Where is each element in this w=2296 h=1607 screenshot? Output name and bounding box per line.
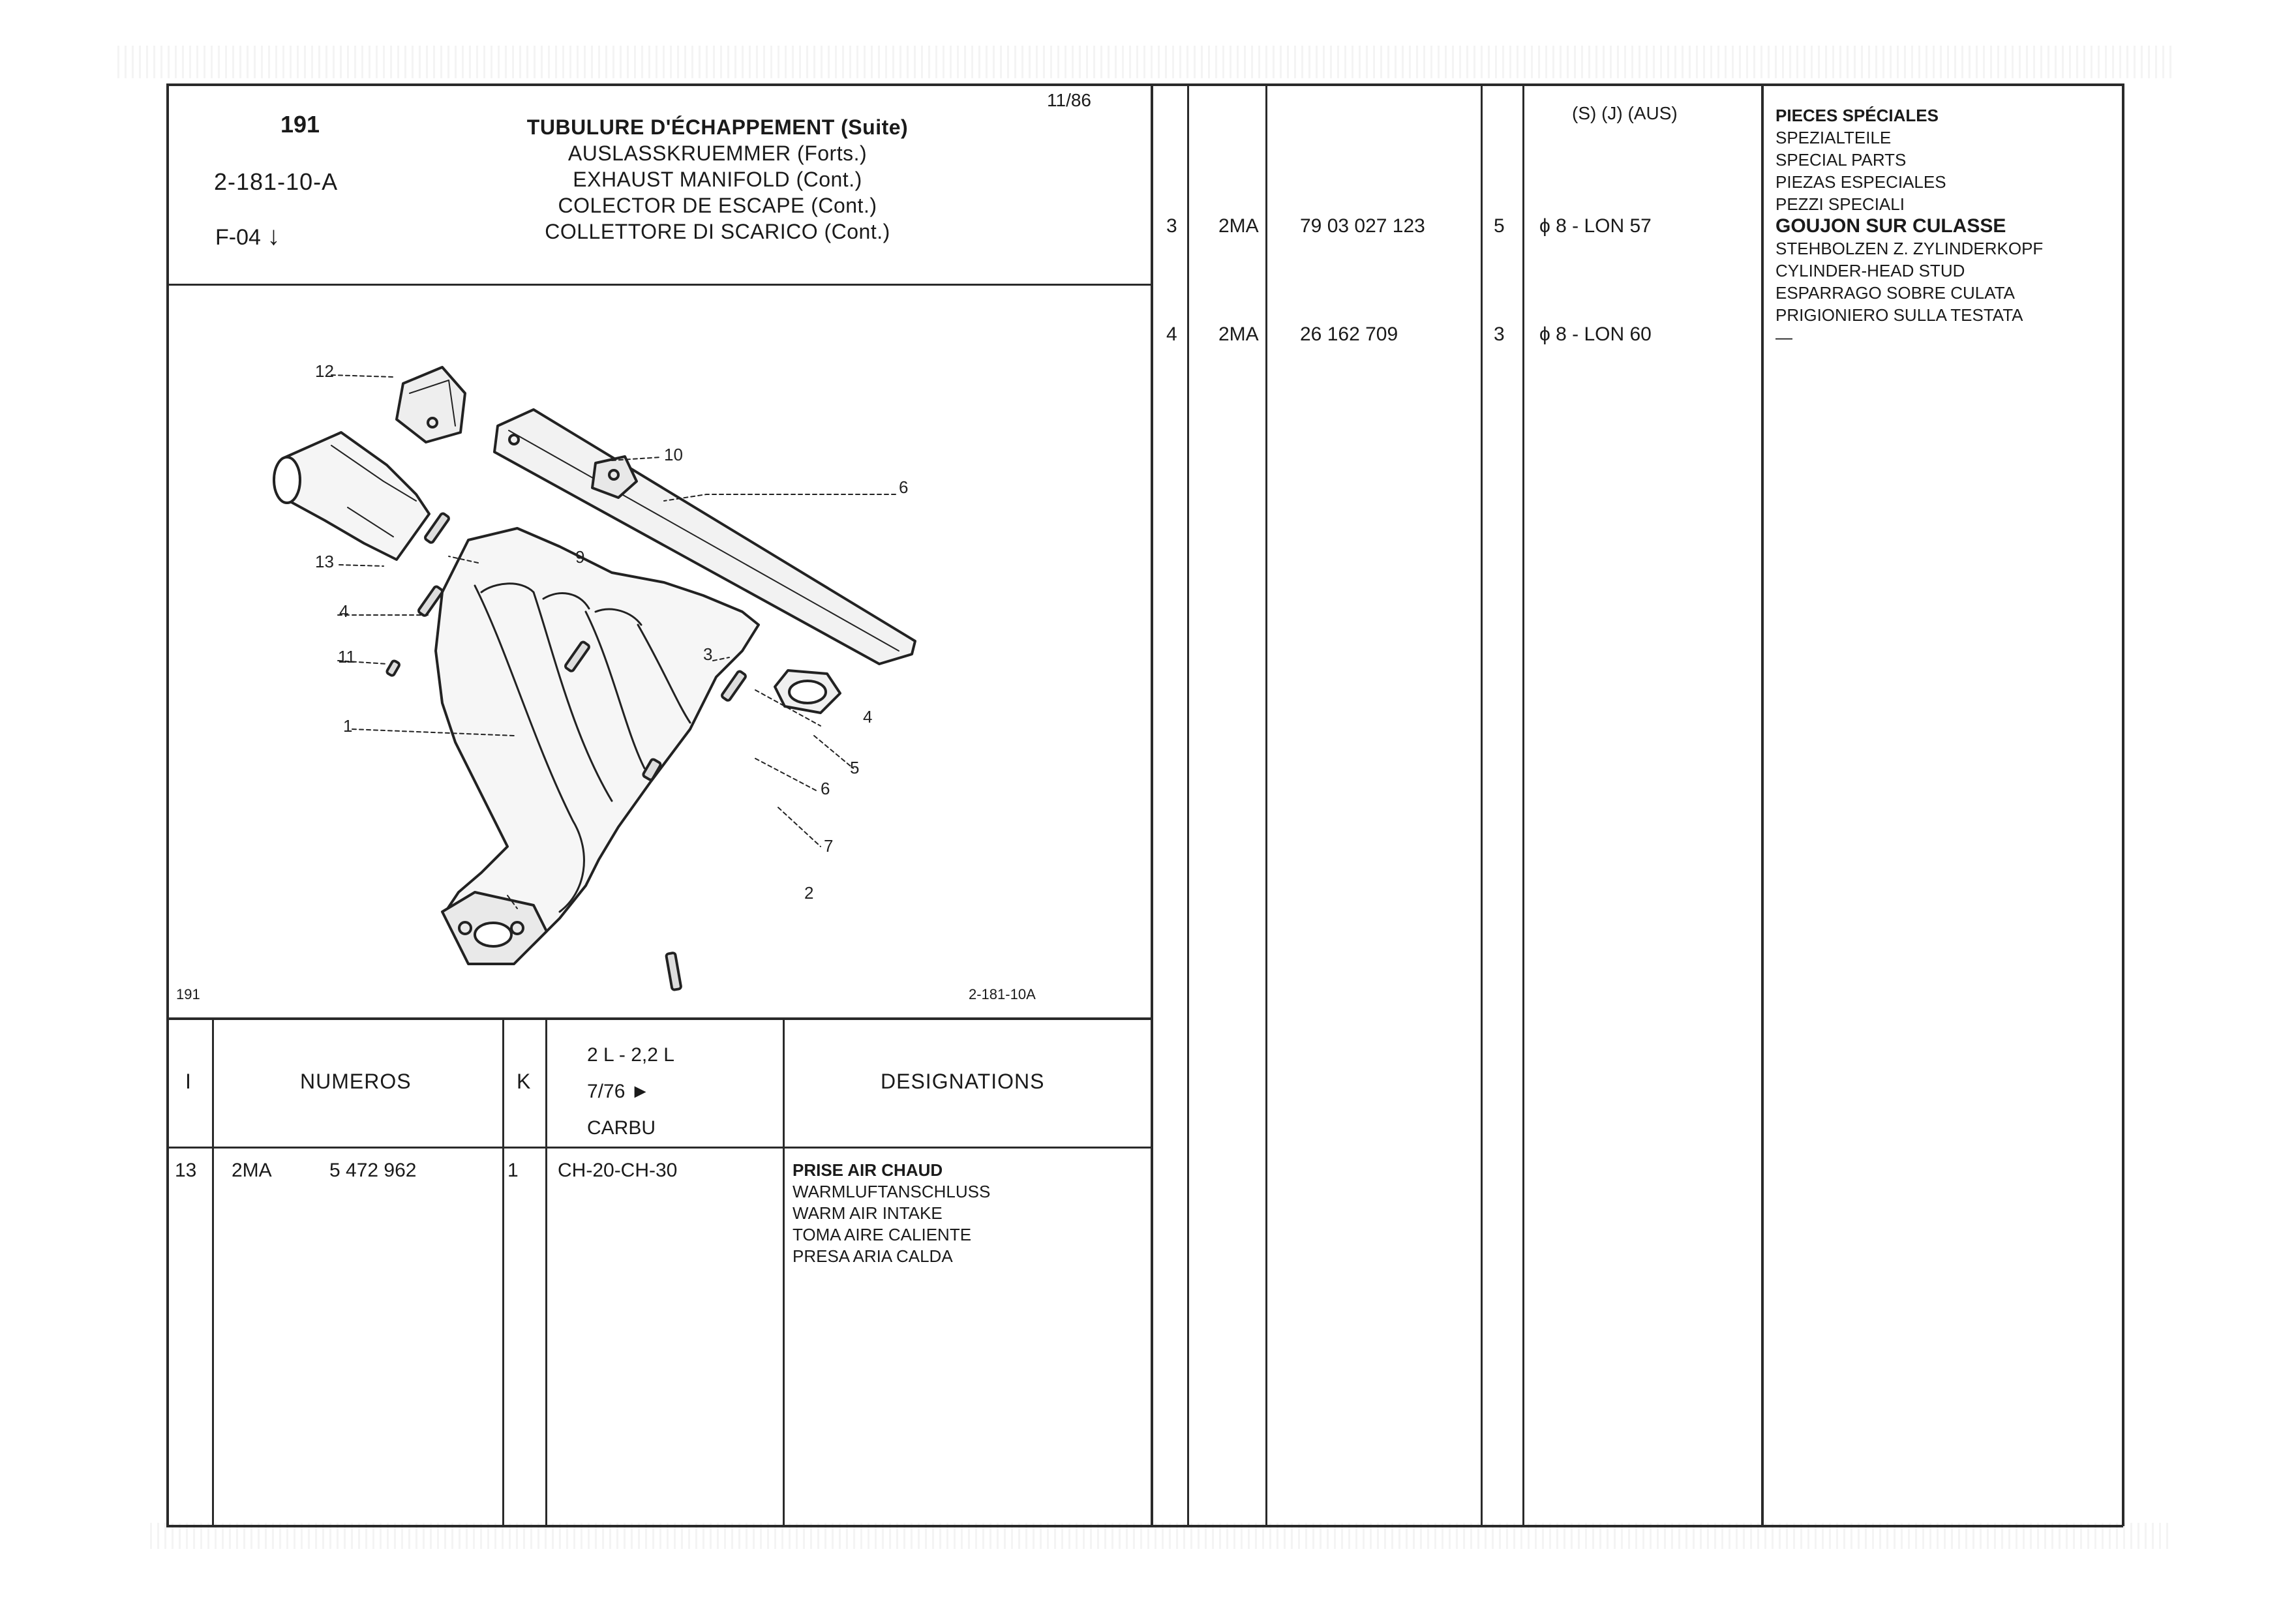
designation-it: PRESA ARIA CALDA: [793, 1246, 953, 1266]
diagram-reference: 2-181-10A: [969, 986, 1036, 1002]
row-part-number: 26 162 709: [1300, 323, 1398, 345]
sub-reference: [215, 222, 280, 251]
designation-es: TOMA AIRE CALIENTE: [793, 1225, 972, 1244]
designation-fr: PRISE AIR CHAUD: [793, 1160, 943, 1180]
scan-noise-top: [117, 46, 2172, 78]
row-spec: ϕ 8 - LON 60: [1539, 323, 1652, 345]
row-spec: ϕ 8 - LON 57: [1539, 215, 1652, 237]
issue-date: 11/86: [1047, 90, 1091, 110]
item-en: CYLINDER-HEAD STUD: [1775, 261, 1965, 280]
row-k: 3: [1494, 323, 1505, 345]
title-fr: TUBULURE D'ÉCHAPPEMENT (Suite): [526, 115, 909, 139]
col-header-model: [587, 1037, 674, 1147]
group-it: PEZZI SPECIALI: [1775, 194, 1905, 214]
callout-10: 10: [664, 445, 683, 464]
col-header-numbers: NUMEROS: [300, 1070, 412, 1093]
item-es: ESPARRAGO SOBRE CULATA: [1775, 283, 2015, 303]
callout-1: 1: [343, 716, 353, 736]
gasket-part: [775, 670, 840, 713]
col-header-k: K: [517, 1070, 531, 1093]
row-prefix: 2MA: [232, 1160, 272, 1181]
title-de: AUSLASSKRUEMMER (Forts.): [567, 142, 868, 165]
col-header-index: I: [185, 1070, 191, 1093]
callout-11: 11: [338, 647, 355, 667]
row-designation: [793, 1160, 990, 1267]
designation-block: [1775, 104, 2043, 348]
group-es: PIEZAS ESPECIALES: [1775, 172, 1946, 192]
item-de: STEHBOLZEN Z. ZYLINDERKOPF: [1775, 239, 2044, 258]
row-index: 4: [1166, 323, 1177, 345]
callout-6-upper: 6: [899, 477, 909, 497]
row-part-number: 79 03 027 123: [1300, 215, 1425, 237]
sub-reference-label: F-04: [215, 225, 261, 250]
col-header-designations: DESIGNATIONS: [881, 1070, 1045, 1093]
callout-9: 9: [575, 547, 585, 567]
group-fr: PIECES SPÉCIALES: [1775, 106, 1939, 125]
group-en: SPECIAL PARTS: [1775, 150, 1907, 170]
title-block: [470, 114, 965, 245]
callout-6-lower: 6: [821, 779, 830, 798]
model-header: (S) (J) (AUS): [1572, 103, 1678, 123]
end-mark: —: [1775, 327, 1792, 347]
callout-12: 12: [315, 361, 334, 381]
group-de: SPEZIALTEILE: [1775, 128, 1892, 147]
bracket-part: [397, 367, 465, 442]
designation-en: WARM AIR INTAKE: [793, 1203, 943, 1223]
page-number: 191: [280, 111, 320, 138]
callout-13: 13: [315, 552, 334, 571]
reference-code: 2-181-10-A: [214, 168, 339, 195]
row-k: 5: [1494, 215, 1505, 237]
item-it: PRIGIONIERO SULLA TESTATA: [1775, 305, 2023, 325]
row-model: CH-20-CH-30: [558, 1160, 678, 1181]
title-it: COLLETTORE DI SCARICO (Cont.): [545, 220, 890, 243]
designation-de: WARMLUFTANSCHLUSS: [793, 1182, 991, 1201]
row-index: 13: [175, 1160, 197, 1181]
callout-4-right: 4: [863, 707, 873, 727]
model-engine: 2 L - 2,2 L: [587, 1044, 674, 1066]
model-fuel: CARBU: [587, 1117, 656, 1139]
model-date: 7/76 ►: [587, 1081, 650, 1102]
callout-4-left: 4: [339, 601, 349, 621]
diagram-corner-label: 191: [176, 986, 200, 1002]
row-k: 1: [507, 1160, 519, 1181]
callout-3: 3: [703, 644, 713, 664]
manifold-body-part: [436, 528, 759, 964]
title-es: COLECTOR DE ESCAPE (Cont.): [558, 194, 877, 217]
item-fr: GOUJON SUR CULASSE: [1775, 215, 2006, 237]
title-en: EXHAUST MANIFOLD (Cont.): [573, 168, 862, 191]
warm-air-intake-part: [274, 432, 429, 560]
exhaust-manifold-diagram: [168, 286, 1150, 1016]
row-part-number: 5 472 962: [329, 1160, 417, 1181]
callout-2: 2: [804, 883, 814, 903]
row-prefix: 2MA: [1218, 323, 1259, 345]
row-index: 3: [1166, 215, 1177, 237]
callout-5: 5: [850, 758, 860, 777]
callout-7: 7: [824, 836, 834, 856]
down-arrow-icon: ↓: [267, 222, 280, 250]
row-prefix: 2MA: [1218, 215, 1259, 237]
